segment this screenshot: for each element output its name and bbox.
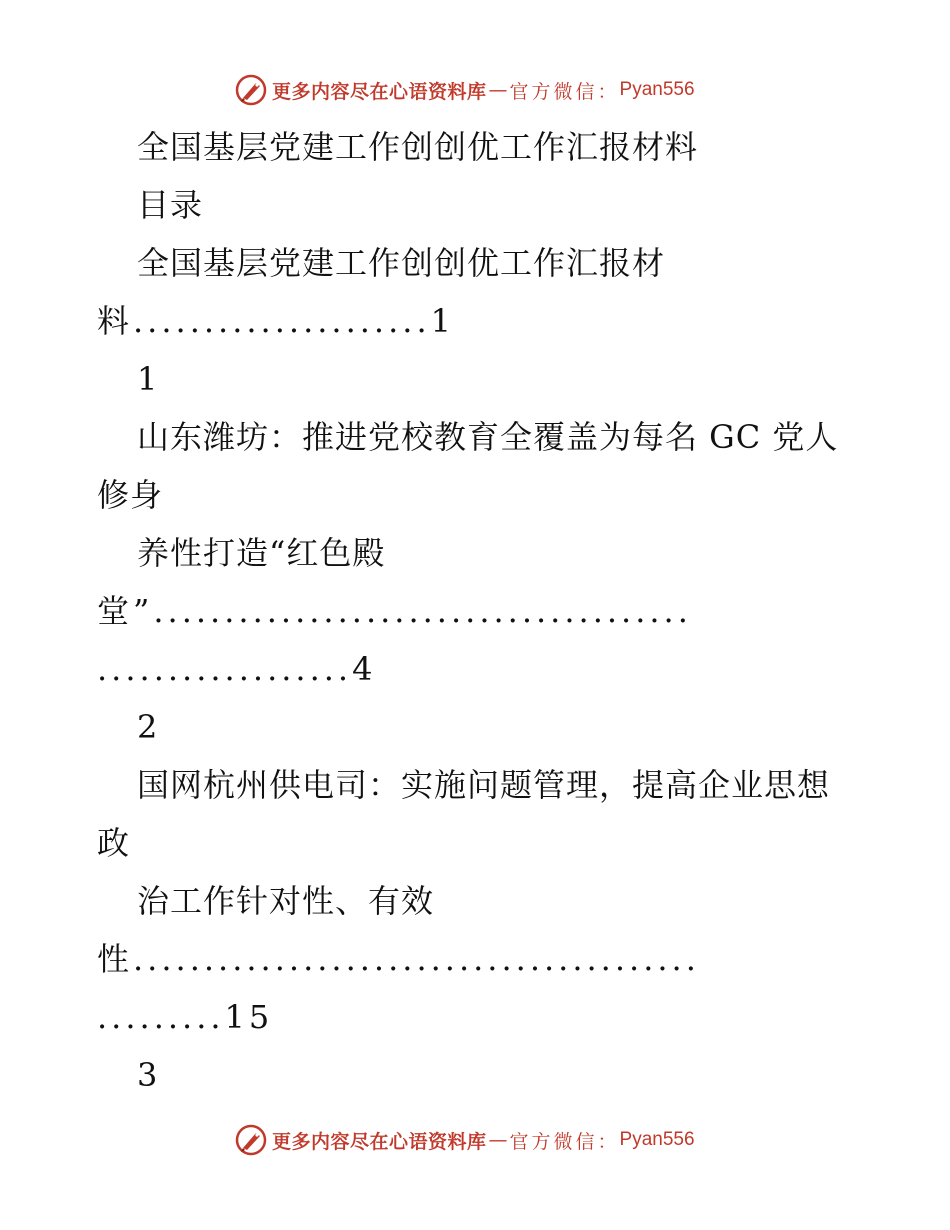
watermark-banner-bottom (234, 1122, 695, 1158)
toc-entry-3-title-cont: 政 (97, 824, 131, 862)
toc-entry-3-subtitle: 治工作针对性、有效 (137, 882, 435, 920)
watermark-wechat-id: Pyan556 (619, 1129, 695, 1150)
toc-section-number-2: 2 (137, 708, 159, 746)
toc-section-number-3: 3 (137, 1056, 159, 1094)
watermark-dash: — (488, 1129, 508, 1151)
watermark-site-text: 更多内容尽在心语资料库 (272, 1130, 487, 1153)
document-body (97, 118, 857, 1104)
toc-entry-3-title: 国网杭州供电司：实施问题管理，提高企业思想 (137, 766, 831, 804)
pen-nib-logo-icon (234, 1123, 268, 1157)
toc-section-number-1: 1 (137, 360, 159, 398)
toc-entry-2-title-cont: 修身 (97, 476, 164, 514)
watermark-banner-top (234, 72, 695, 108)
toc-heading: 目录 (137, 186, 204, 224)
toc-entry-2-title: 山东潍坊：推进党校教育全覆盖为每名 GC 党人 (137, 418, 839, 456)
toc-entry-2-subtitle: 养性打造“红色殿 (137, 534, 386, 572)
toc-entry-2-leader: 堂”...................................... (97, 592, 692, 630)
watermark-wechat-label: 官方微信： (509, 1130, 620, 1153)
toc-entry-1-title: 全国基层党建工作创创优工作汇报材 (137, 244, 666, 282)
watermark-dash: — (488, 79, 508, 101)
toc-entry-3-page: .........15 (97, 998, 274, 1036)
watermark-site-text: 更多内容尽在心语资料库 (272, 80, 487, 103)
toc-entry-3-leader: 性........................................ (97, 940, 700, 978)
document-title: 全国基层党建工作创创优工作汇报材料 (137, 128, 699, 166)
watermark-wechat-label: 官方微信： (509, 80, 620, 103)
watermark-wechat-id: Pyan556 (619, 79, 695, 100)
toc-entry-2-page: ..................4 (97, 650, 377, 688)
toc-entry-1-leader: 料.....................1 (97, 302, 455, 340)
pen-nib-logo-icon (234, 73, 268, 107)
